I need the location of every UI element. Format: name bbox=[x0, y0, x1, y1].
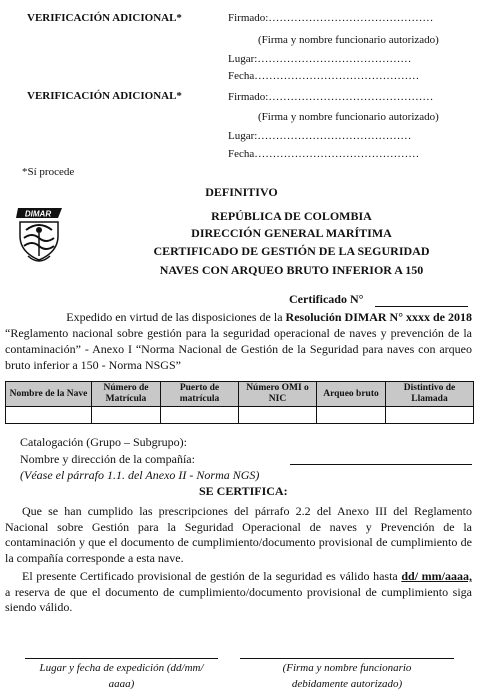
col-call-sign: Distintivo de Llamada bbox=[386, 382, 474, 407]
certification-paragraph-2 bbox=[5, 569, 472, 616]
cell-registration-port[interactable] bbox=[161, 407, 239, 424]
certificate-number-label: Certificado N° bbox=[289, 292, 364, 306]
col-registration-number: Número de Matrícula bbox=[92, 382, 161, 407]
issue-place-date-caption-2: aaaa) bbox=[108, 678, 135, 690]
date-field-2[interactable]: Fecha……………………………………… bbox=[228, 148, 420, 160]
cell-call-sign[interactable] bbox=[386, 407, 474, 424]
official-signature-caption-1: (Firma y nombre funcionario bbox=[282, 662, 412, 674]
validity-lead: El presente Certificado provisional de gestión de la seguridad es válido hasta bbox=[22, 569, 402, 583]
validity-date[interactable]: dd/ mm/aaaa, bbox=[401, 569, 473, 583]
issued-lead: Expedido en virtud de las disposiciones de la bbox=[66, 310, 286, 324]
issued-resolution: Resolución DIMAR N° xxxx de 2018 bbox=[285, 310, 472, 324]
cell-registration-number[interactable] bbox=[92, 407, 161, 424]
signer-note-2: (Firma y nombre funcionario autorizado) bbox=[258, 111, 439, 123]
header-line-1: REPÚBLICA DE COLOMBIA bbox=[211, 209, 372, 223]
date-field-1[interactable]: Fecha……………………………………… bbox=[228, 70, 420, 82]
cell-imo-number[interactable] bbox=[239, 407, 317, 424]
place-field-2[interactable]: Lugar:…………………………………… bbox=[228, 130, 412, 142]
certification-paragraph-1: Que se han cumplido las prescripciones del párrafo 2.2 del Anexo III del Reglamento Nacional sobre Gestión para la Seguridad Operacional de naves y Prevención de la contaminación y que el documento de cumplimiento/documento provisional de cumplimiento de la compañía corresponde a esta nave. bbox=[5, 504, 472, 565]
col-imo-number: Número OMI o NIC bbox=[239, 382, 317, 407]
company-label: Nombre y dirección de la compañía: bbox=[20, 452, 195, 466]
verification-label-1: VERIFICACIÓN ADICIONAL* bbox=[27, 12, 182, 24]
signed-field-1[interactable]: Firmado:……………………………………… bbox=[228, 12, 434, 24]
company-field[interactable] bbox=[290, 464, 472, 465]
footnote: *Sí procede bbox=[22, 166, 75, 178]
certificate-number-field[interactable] bbox=[375, 306, 468, 307]
company-reference: (Véase el párrafo 1.1. del Anexo II - Norma NGS) bbox=[20, 468, 260, 482]
col-ship-name: Nombre de la Nave bbox=[6, 382, 92, 407]
header-line-4: NAVES CON ARQUEO BRUTO INFERIOR A 150 bbox=[159, 263, 424, 277]
dimar-logo bbox=[14, 206, 64, 268]
issue-place-date-caption-1: Lugar y fecha de expedición (dd/mm/ bbox=[39, 662, 204, 674]
header-line-2: DIRECCIÓN GENERAL MARÍTIMA bbox=[191, 226, 392, 240]
col-registration-port: Puerto de matrícula bbox=[161, 382, 239, 407]
official-signature-caption-2: debidamente autorizado) bbox=[291, 678, 403, 690]
issued-rest: “Reglamento nacional sobre gestión para la seguridad operacional de naves y prevención de la contaminación” - Anexo I “Norma Nacional de Gestión de la Seguridad para naves con arqueo bruto inferior a 150 - Norma NSGS” bbox=[5, 326, 472, 372]
verification-label-2: VERIFICACIÓN ADICIONAL* bbox=[27, 90, 182, 102]
ship-data-table bbox=[5, 381, 474, 424]
validity-rest: a reserva de que el documento de cumplimiento/documento provisional de cumplimiento siga siendo válido. bbox=[5, 584, 472, 614]
certifies-heading: SE CERTIFICA: bbox=[199, 484, 288, 498]
official-signature-line[interactable] bbox=[240, 658, 454, 659]
logo-text: DIMAR bbox=[24, 209, 52, 219]
catalog-label: Catalogación (Grupo – Subgrupo): bbox=[20, 435, 187, 449]
place-field-1[interactable]: Lugar:…………………………………… bbox=[228, 53, 412, 65]
table-row bbox=[6, 407, 474, 424]
cell-gross-tonnage[interactable] bbox=[317, 407, 386, 424]
col-gross-tonnage: Arqueo bruto bbox=[317, 382, 386, 407]
table-header-row bbox=[6, 382, 474, 407]
definitive-title: DEFINITIVO bbox=[205, 185, 278, 199]
issued-paragraph bbox=[5, 309, 472, 373]
cell-ship-name[interactable] bbox=[6, 407, 92, 424]
signer-note-1: (Firma y nombre funcionario autorizado) bbox=[258, 34, 439, 46]
issue-place-date-line[interactable] bbox=[25, 658, 218, 659]
header-line-3: CERTIFICADO DE GESTIÓN DE LA SEGURIDAD bbox=[153, 244, 430, 258]
signed-field-2[interactable]: Firmado:……………………………………… bbox=[228, 91, 434, 103]
